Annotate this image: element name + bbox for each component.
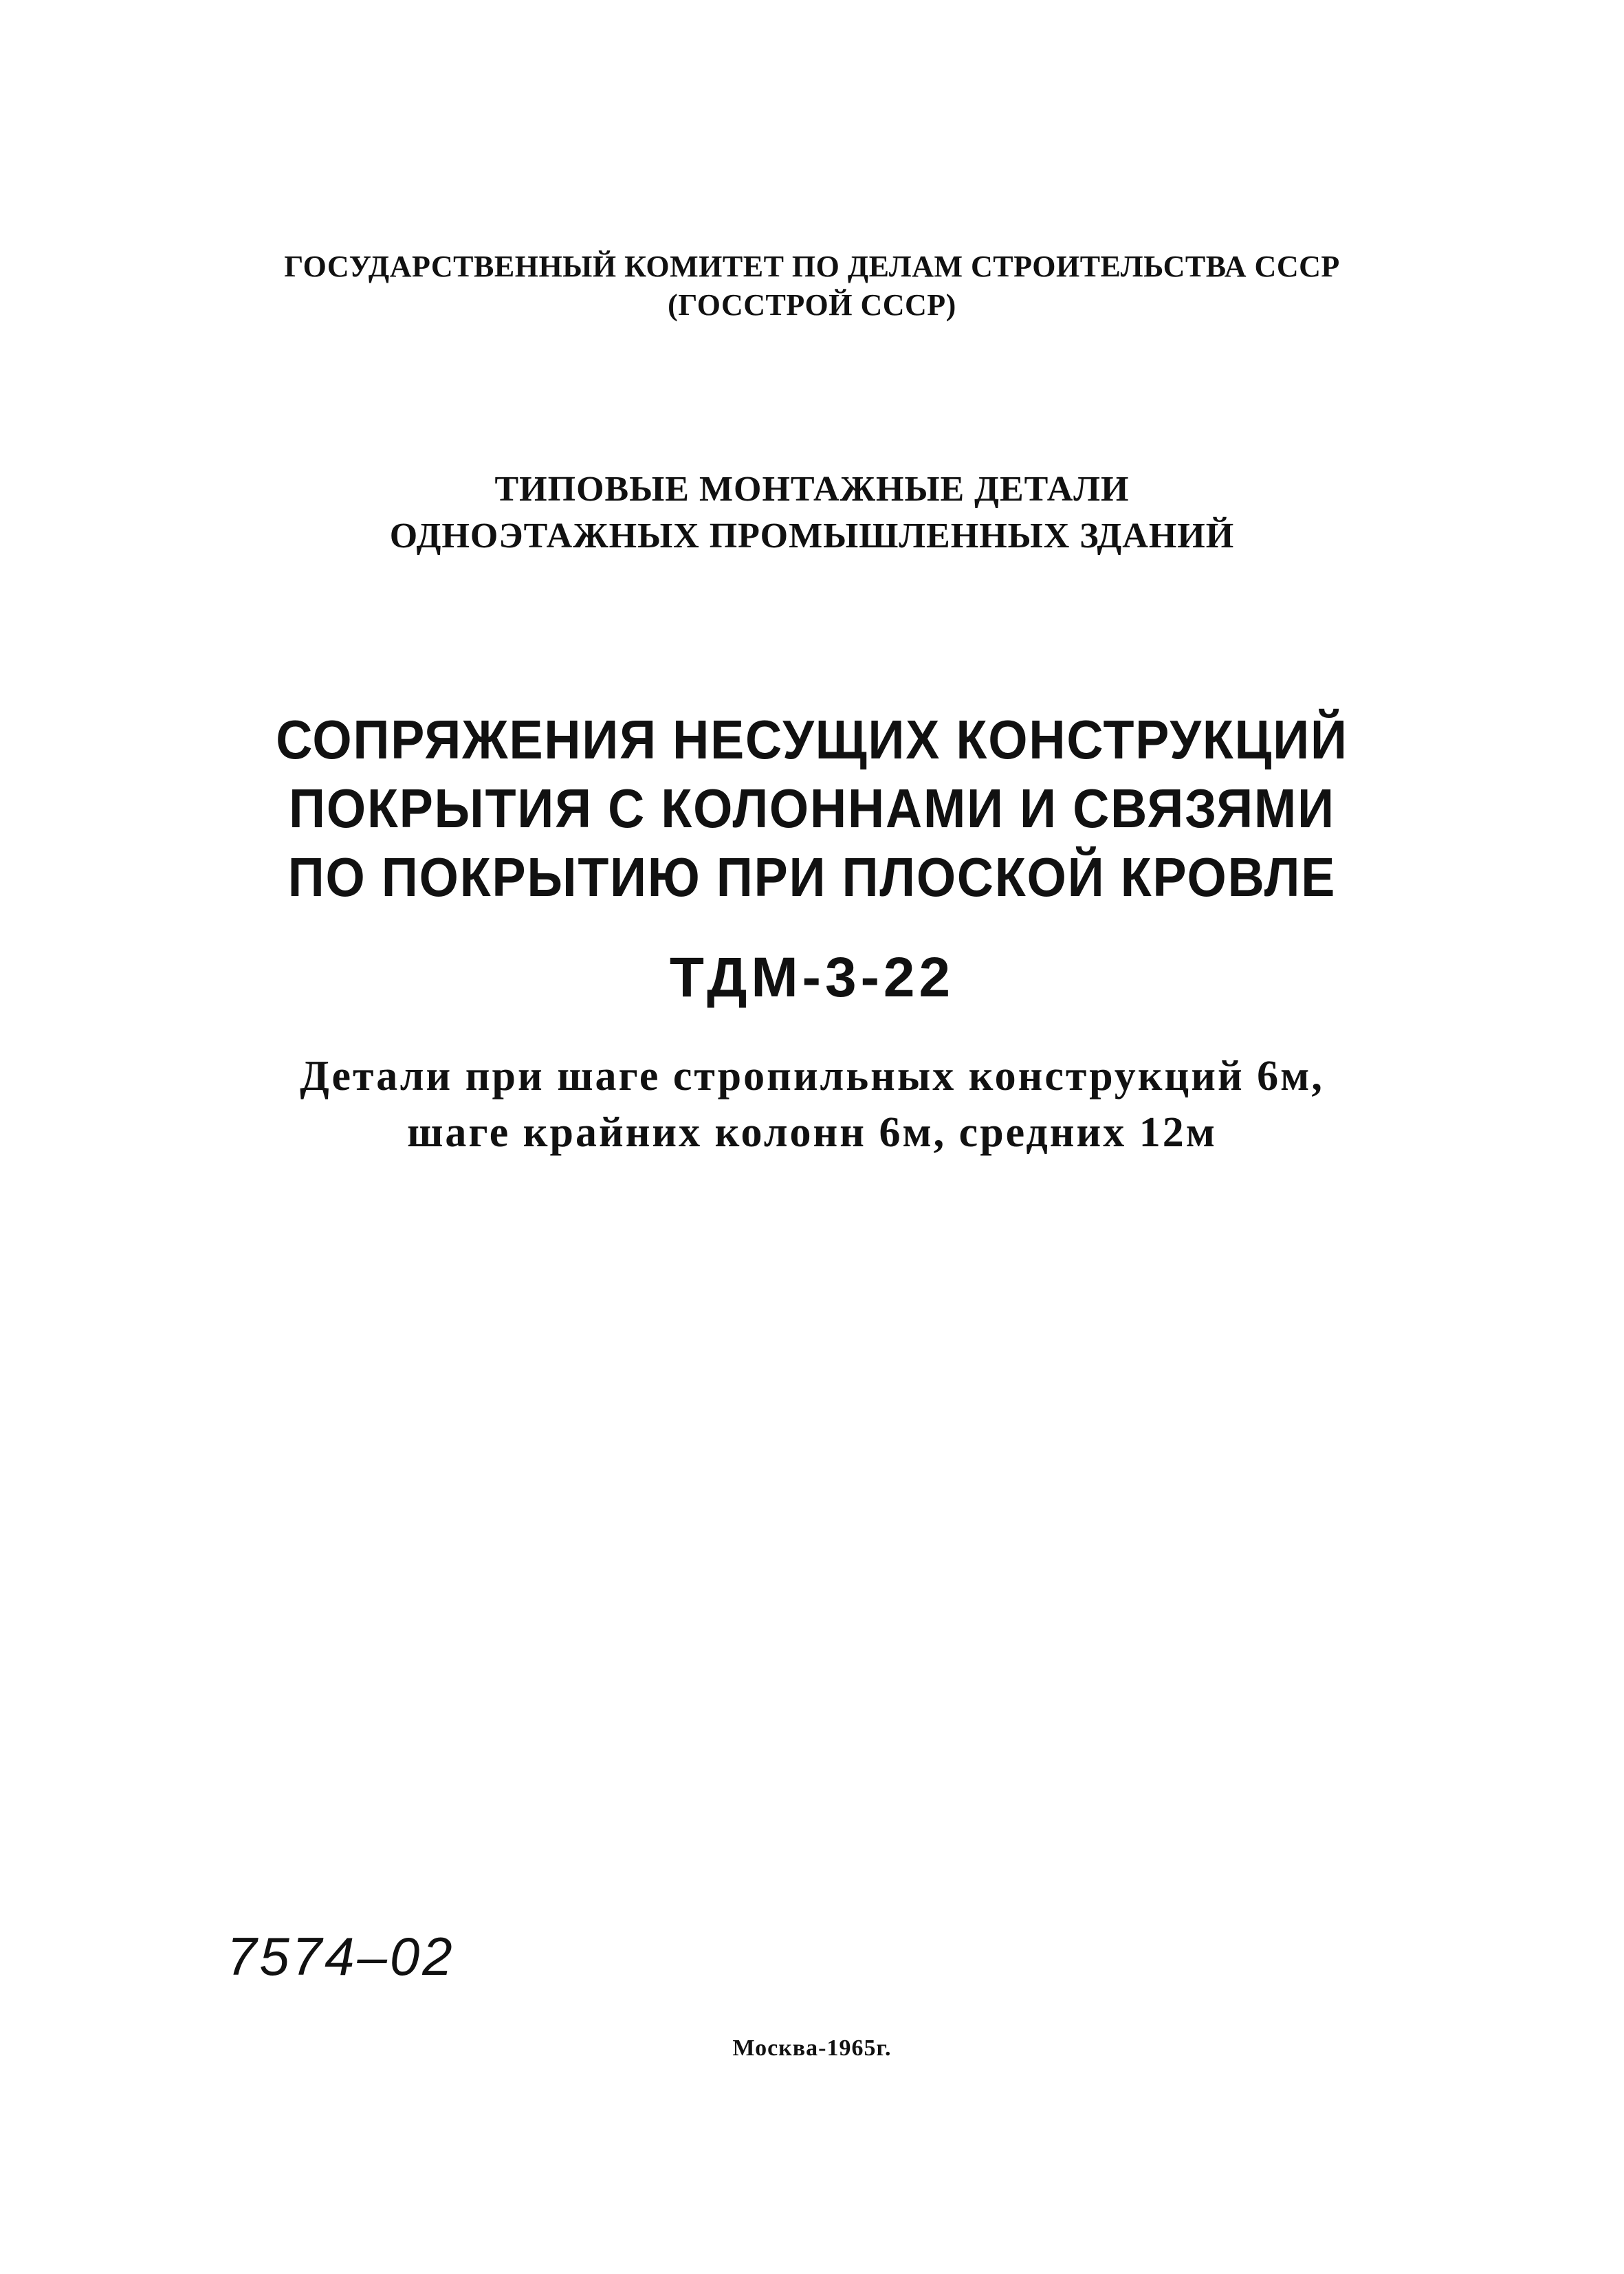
committee-name: ГОСУДАРСТВЕННЫЙ КОМИТЕТ ПО ДЕЛАМ СТРОИТЕЛЬСТВА СССР	[284, 250, 1340, 283]
main-title-line-1: СОПРЯЖЕНИЯ НЕСУЩИХ КОНСТРУКЦИЙ	[276, 709, 1348, 770]
committee-abbreviation: (ГОССТРОЙ СССР)	[668, 288, 956, 322]
subtitle-line-1: Детали при шаге стропильных конструкций 6м,	[300, 1053, 1324, 1100]
main-title-line-3: ПО ПОКРЫТИЮ ПРИ ПЛОСКОЙ КРОВЛЕ	[287, 846, 1337, 908]
city-year: Москва-1965г.	[732, 2035, 892, 2061]
document-number: 7574–02	[227, 1926, 455, 1987]
main-title-line-2: ПОКРЫТИЯ С КОЛОННАМИ И СВЯЗЯМИ	[289, 778, 1335, 839]
series-title-line-2: ОДНОЭТАЖНЫХ ПРОМЫШЛЕННЫХ ЗДАНИЙ	[389, 516, 1235, 556]
series-title-line-1: ТИПОВЫЕ МОНТАЖНЫЕ ДЕТАЛИ	[494, 470, 1130, 509]
document-code: ТДМ-3-22	[669, 946, 955, 1009]
subtitle-line-2: шаге крайних колонн 6м, средних 12м	[407, 1109, 1217, 1156]
